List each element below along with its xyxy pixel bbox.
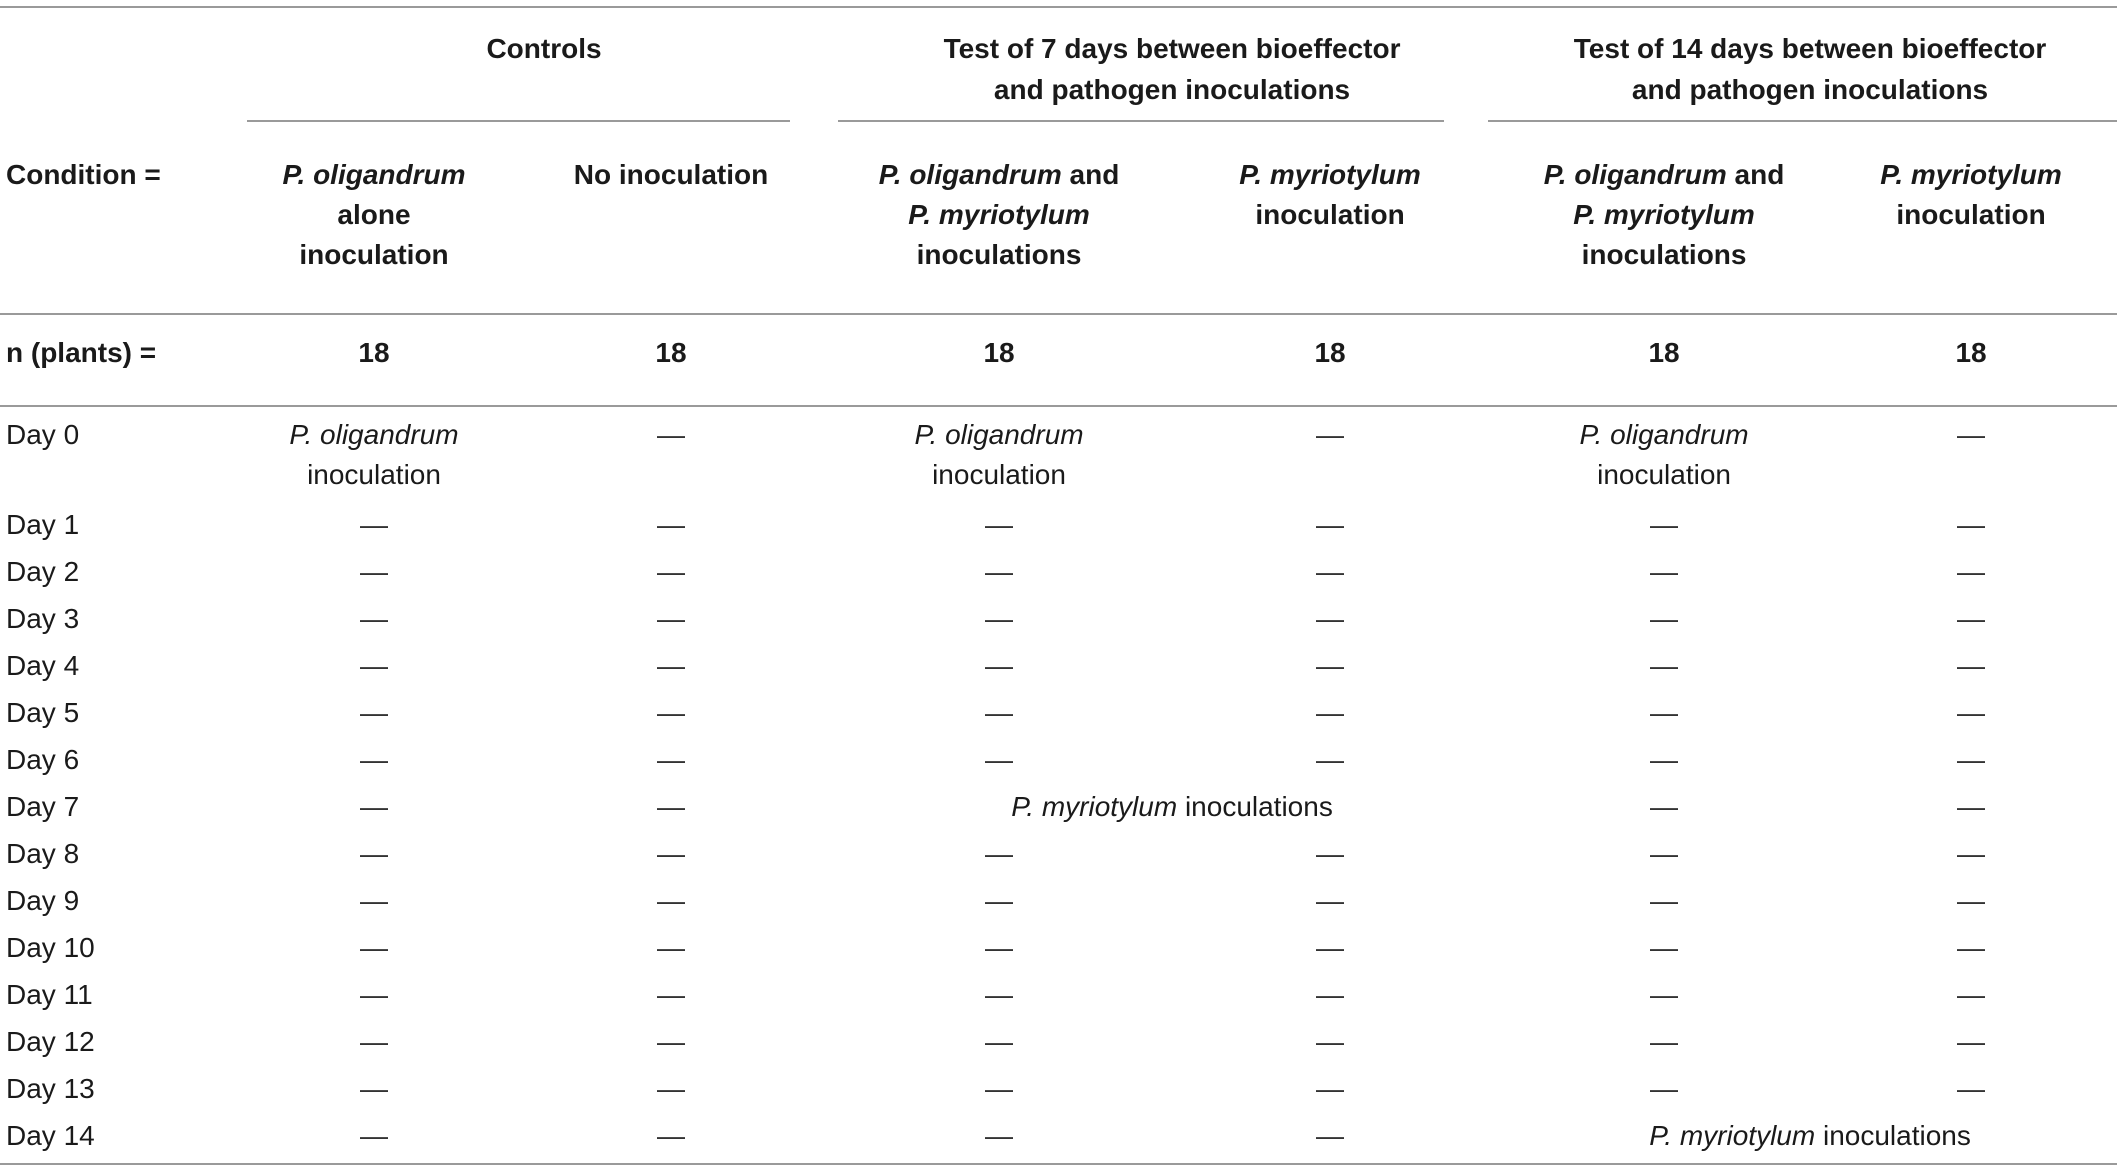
dash-cell — [1825, 693, 2117, 740]
n-plants-value-text: 18 — [983, 337, 1015, 368]
day-row-14 — [0, 1116, 2117, 1164]
day-label — [0, 693, 247, 740]
condition-species-myriotylum: P. myriotylum — [1573, 199, 1755, 230]
dash-cell — [247, 834, 501, 881]
dash-cell — [1157, 552, 1503, 599]
species-oligandrum: P. oligandrum — [1579, 419, 1749, 450]
dash-cell — [247, 1022, 501, 1069]
day-label — [0, 552, 247, 599]
condition-species-oligandrum: P. oligandrum — [1543, 159, 1727, 190]
condition-oligandrum-and-myriotylum-7d — [841, 145, 1157, 314]
day-row-5 — [0, 693, 2117, 740]
condition-myriotylum-14d — [1825, 145, 2117, 314]
condition-myriotylum-7d — [1157, 145, 1503, 314]
dash-mark: — — [1957, 885, 1986, 916]
day-label — [0, 1116, 247, 1164]
species-oligandrum: P. oligandrum — [914, 419, 1084, 450]
dash-cell — [247, 975, 501, 1022]
dash-cell — [1157, 740, 1503, 787]
dash-cell — [1825, 552, 2117, 599]
dash-cell — [1825, 928, 2117, 975]
dash-mark: — — [657, 650, 685, 681]
dash-mark: — — [1650, 885, 1679, 916]
day-label-text: Day 2 — [6, 556, 80, 587]
dash-mark: — — [1957, 509, 1986, 540]
n-plants-value-text: 18 — [1314, 337, 1346, 368]
dash-cell — [1503, 693, 1825, 740]
day-label-text: Day 5 — [6, 697, 80, 728]
dash-mark: — — [1316, 744, 1345, 775]
dash-mark: — — [1957, 1073, 1986, 1104]
day-row-8 — [0, 834, 2117, 881]
day-label — [0, 599, 247, 646]
rule-under-controls — [247, 120, 790, 122]
dash-cell — [501, 693, 841, 740]
dash-mark: — — [1650, 556, 1679, 587]
dash-cell — [1503, 928, 1825, 975]
dash-mark: — — [657, 1073, 685, 1104]
dash-cell — [501, 1069, 841, 1116]
dash-cell — [247, 599, 501, 646]
dash-mark: — — [1650, 697, 1679, 728]
dash-cell — [501, 599, 841, 646]
condition-text: inoculation — [1896, 199, 2046, 230]
dash-mark: — — [1316, 838, 1345, 869]
dash-cell — [841, 928, 1157, 975]
dash-mark: — — [360, 556, 388, 587]
day-label-text: Day 9 — [6, 885, 80, 916]
dash-cell — [501, 499, 841, 552]
dash-cell — [501, 787, 841, 834]
n-plants-value — [1503, 314, 1825, 406]
condition-species-myriotylum: P. myriotylum — [1239, 159, 1421, 190]
dash-cell — [501, 834, 841, 881]
dash-cell — [1503, 1022, 1825, 1069]
dash-mark: — — [1957, 1026, 1986, 1057]
dash-mark: — — [360, 885, 388, 916]
dash-cell — [247, 499, 501, 552]
dash-mark: — — [657, 1026, 685, 1057]
dash-cell — [1157, 928, 1503, 975]
day-row-6 — [0, 740, 2117, 787]
dash-cell — [247, 552, 501, 599]
dash-mark: — — [1650, 650, 1679, 681]
day-label-text: Day 7 — [6, 791, 80, 822]
dash-mark: — — [657, 556, 685, 587]
dash-mark: — — [1957, 791, 1986, 822]
dash-cell — [501, 975, 841, 1022]
dash-cell — [247, 1116, 501, 1164]
condition-text: inoculation — [299, 239, 449, 270]
dash-cell — [1503, 552, 1825, 599]
dash-cell — [1825, 1069, 2117, 1116]
day-label — [0, 1022, 247, 1069]
dash-mark: — — [360, 979, 388, 1010]
dash-cell — [1503, 599, 1825, 646]
dash-cell — [1157, 406, 1503, 499]
group-label-test-14-line1: Test of 14 days between bioeffector — [1573, 33, 2047, 64]
dash-cell — [841, 693, 1157, 740]
blank-corner — [0, 7, 247, 145]
day-label-text: Day 14 — [6, 1120, 95, 1151]
day-label-text: Day 12 — [6, 1026, 95, 1057]
day-label-text: Day 3 — [6, 603, 80, 634]
day-row-7 — [0, 787, 2117, 834]
inoculation-text: inoculation — [1597, 459, 1731, 490]
dash-mark: — — [360, 1120, 388, 1151]
day-row-2 — [0, 552, 2117, 599]
dash-cell — [1157, 1069, 1503, 1116]
condition-label-text: Condition = — [6, 159, 161, 190]
day-row-1 — [0, 499, 2117, 552]
dash-cell — [501, 881, 841, 928]
dash-cell — [841, 1116, 1157, 1164]
condition-text: inoculations — [916, 239, 1082, 270]
dash-cell — [1825, 881, 2117, 928]
dash-mark: — — [1316, 509, 1345, 540]
dash-mark: — — [1650, 1026, 1679, 1057]
n-plants-row — [0, 314, 2117, 406]
condition-oligandrum-alone — [247, 145, 501, 314]
condition-species-oligandrum: P. oligandrum — [878, 159, 1062, 190]
dash-cell — [1503, 834, 1825, 881]
dash-cell — [501, 552, 841, 599]
n-plants-value — [501, 314, 841, 406]
n-plants-value-text: 18 — [358, 337, 390, 368]
condition-text: inoculations — [1581, 239, 1747, 270]
group-label-test-7-line2: and pathogen inoculations — [993, 74, 1351, 105]
dash-mark: — — [1316, 650, 1345, 681]
dash-mark: — — [360, 1026, 388, 1057]
dash-cell — [1825, 975, 2117, 1022]
day-label — [0, 928, 247, 975]
dash-mark: — — [1650, 509, 1679, 540]
day-label — [0, 834, 247, 881]
oligandrum-inoculation-cell — [1503, 406, 1825, 499]
dash-cell — [1503, 787, 1825, 834]
dash-cell — [501, 928, 841, 975]
n-plants-value-text: 18 — [1648, 337, 1680, 368]
day-label — [0, 787, 247, 834]
dash-mark: — — [657, 419, 685, 450]
condition-oligandrum-and-myriotylum-14d — [1503, 145, 1825, 314]
dash-mark: — — [985, 1120, 1014, 1151]
dash-mark: — — [985, 1073, 1014, 1104]
condition-label — [0, 145, 247, 314]
dash-mark: — — [360, 650, 388, 681]
condition-text: inoculation — [1255, 199, 1405, 230]
dash-cell — [1157, 1116, 1503, 1164]
dash-cell — [1825, 740, 2117, 787]
dash-mark: — — [1316, 697, 1345, 728]
dash-cell — [501, 740, 841, 787]
dash-mark: — — [657, 509, 685, 540]
n-plants-value-text: 18 — [655, 337, 687, 368]
dash-cell — [247, 787, 501, 834]
dash-cell — [841, 881, 1157, 928]
inoculation-text: inoculation — [932, 459, 1066, 490]
dash-mark: — — [657, 838, 685, 869]
dash-cell — [1825, 1022, 2117, 1069]
inoculation-schedule-table — [0, 6, 2117, 1165]
day-label — [0, 975, 247, 1022]
n-plants-label — [0, 314, 247, 406]
dash-cell — [247, 646, 501, 693]
dash-cell — [1157, 1022, 1503, 1069]
dash-cell — [501, 406, 841, 499]
n-plants-label-text: n (plants) = — [6, 337, 157, 368]
dash-mark: — — [657, 979, 685, 1010]
rule-under-test-7 — [838, 120, 1444, 122]
dash-cell — [1157, 693, 1503, 740]
dash-mark: — — [1650, 979, 1679, 1010]
rule-under-test-14 — [1488, 120, 2117, 122]
day-row-0 — [0, 406, 2117, 499]
dash-mark: — — [1957, 556, 1986, 587]
species-myriotylum: P. myriotylum — [1649, 1120, 1816, 1151]
day-label — [0, 740, 247, 787]
dash-mark: — — [1316, 932, 1345, 963]
day-label-text: Day 6 — [6, 744, 80, 775]
inoculation-text: inoculation — [307, 459, 441, 490]
day-row-13 — [0, 1069, 2117, 1116]
dash-cell — [841, 740, 1157, 787]
dash-mark: — — [360, 697, 388, 728]
dash-cell — [1157, 975, 1503, 1022]
day-row-10 — [0, 928, 2117, 975]
dash-cell — [247, 881, 501, 928]
day-label-text: Day 0 — [6, 419, 80, 450]
dash-cell — [1157, 834, 1503, 881]
oligandrum-inoculation-cell — [247, 406, 501, 499]
dash-mark: — — [985, 556, 1014, 587]
day-row-3 — [0, 599, 2117, 646]
dash-mark: — — [360, 1073, 388, 1104]
group-label-test-14-line2: and pathogen inoculations — [1631, 74, 1989, 105]
dash-cell — [841, 552, 1157, 599]
day-label — [0, 406, 247, 499]
dash-mark: — — [1957, 697, 1986, 728]
dash-cell — [501, 1022, 841, 1069]
myriotylum-inoculation-cell — [1503, 1116, 2117, 1164]
dash-mark: — — [657, 885, 685, 916]
dash-cell — [1503, 1069, 1825, 1116]
dash-mark: — — [657, 697, 685, 728]
n-plants-value — [1157, 314, 1503, 406]
dash-mark: — — [1957, 603, 1986, 634]
dash-cell — [1157, 646, 1503, 693]
dash-cell — [1157, 599, 1503, 646]
n-plants-value — [841, 314, 1157, 406]
dash-cell — [841, 1022, 1157, 1069]
condition-text: and — [1061, 159, 1120, 190]
condition-text: and — [1726, 159, 1785, 190]
dash-mark: — — [985, 979, 1014, 1010]
group-header-controls — [247, 7, 841, 145]
dash-mark: — — [657, 1120, 685, 1151]
dash-mark: — — [1316, 603, 1345, 634]
dash-cell — [1503, 881, 1825, 928]
dash-mark: — — [1316, 1120, 1345, 1151]
dash-mark: — — [1957, 932, 1986, 963]
dash-cell — [1157, 881, 1503, 928]
dash-mark: — — [1650, 1073, 1679, 1104]
day-row-12 — [0, 1022, 2117, 1069]
condition-text: No inoculation — [573, 159, 769, 190]
group-header-test-14-days — [1503, 7, 2117, 145]
condition-species-myriotylum: P. myriotylum — [908, 199, 1090, 230]
dash-cell — [1825, 787, 2117, 834]
day-label-text: Day 8 — [6, 838, 80, 869]
dash-mark: — — [1316, 1026, 1345, 1057]
dash-mark: — — [360, 932, 388, 963]
dash-mark: — — [1316, 419, 1345, 450]
inoculation-text: inoculations — [1815, 1120, 1971, 1151]
n-plants-value-text: 18 — [1955, 337, 1987, 368]
group-header-row — [0, 7, 2117, 145]
dash-cell — [1503, 499, 1825, 552]
dash-mark: — — [360, 791, 388, 822]
dash-mark: — — [1957, 419, 1986, 450]
dash-mark: — — [1316, 885, 1345, 916]
dash-mark: — — [1650, 932, 1679, 963]
day-label — [0, 1069, 247, 1116]
dash-cell — [247, 928, 501, 975]
dash-mark: — — [1650, 603, 1679, 634]
dash-cell — [1825, 499, 2117, 552]
dash-mark: — — [985, 1026, 1014, 1057]
oligandrum-inoculation-cell — [841, 406, 1157, 499]
dash-cell — [1825, 834, 2117, 881]
day-row-4 — [0, 646, 2117, 693]
day-label — [0, 881, 247, 928]
inoculation-text: inoculations — [1177, 791, 1333, 822]
dash-cell — [1503, 740, 1825, 787]
dash-mark: — — [360, 603, 388, 634]
day-label — [0, 646, 247, 693]
dash-cell — [841, 599, 1157, 646]
dash-cell — [247, 1069, 501, 1116]
condition-row — [0, 145, 2117, 314]
dash-mark: — — [1316, 979, 1345, 1010]
dash-mark: — — [985, 885, 1014, 916]
dash-cell — [247, 740, 501, 787]
day-row-9 — [0, 881, 2117, 928]
dash-mark: — — [985, 603, 1014, 634]
dash-mark: — — [1316, 556, 1345, 587]
day-row-11 — [0, 975, 2117, 1022]
day-label-text: Day 4 — [6, 650, 80, 681]
dash-mark: — — [1957, 979, 1986, 1010]
dash-mark: — — [985, 509, 1014, 540]
species-myriotylum: P. myriotylum — [1011, 791, 1178, 822]
group-label-test-7-line1: Test of 7 days between bioeffector — [943, 33, 1401, 64]
group-label-controls: Controls — [486, 33, 602, 64]
dash-mark: — — [360, 838, 388, 869]
dash-mark: — — [985, 650, 1014, 681]
day-label-text: Day 10 — [6, 932, 95, 963]
n-plants-value — [247, 314, 501, 406]
dash-mark: — — [985, 932, 1014, 963]
dash-cell — [841, 646, 1157, 693]
dash-mark: — — [1650, 791, 1679, 822]
dash-cell — [1825, 646, 2117, 693]
condition-species-oligandrum: P. oligandrum — [282, 159, 466, 190]
dash-mark: — — [657, 932, 685, 963]
dash-cell — [841, 499, 1157, 552]
group-header-test-7-days — [841, 7, 1503, 145]
myriotylum-inoculation-cell — [841, 787, 1503, 834]
dash-cell — [841, 975, 1157, 1022]
dash-cell — [841, 1069, 1157, 1116]
n-plants-value — [1825, 314, 2117, 406]
dash-mark: — — [360, 744, 388, 775]
dash-mark: — — [360, 509, 388, 540]
dash-mark: — — [985, 744, 1014, 775]
dash-cell — [501, 646, 841, 693]
dash-cell — [1503, 646, 1825, 693]
day-label-text: Day 11 — [6, 979, 93, 1010]
dash-mark: — — [657, 744, 685, 775]
dash-cell — [247, 693, 501, 740]
day-label-text: Day 1 — [6, 509, 80, 540]
condition-text: alone — [337, 199, 411, 230]
day-label — [0, 499, 247, 552]
dash-mark: — — [1650, 744, 1679, 775]
dash-cell — [1825, 599, 2117, 646]
species-oligandrum: P. oligandrum — [289, 419, 459, 450]
dash-mark: — — [1650, 838, 1679, 869]
dash-mark: — — [1957, 744, 1986, 775]
dash-mark: — — [1957, 838, 1986, 869]
dash-cell — [1157, 499, 1503, 552]
dash-mark: — — [985, 697, 1014, 728]
day-label-text: Day 13 — [6, 1073, 95, 1104]
condition-no-inoculation — [501, 145, 841, 314]
dash-cell — [841, 834, 1157, 881]
dash-mark: — — [657, 603, 685, 634]
dash-mark: — — [657, 791, 685, 822]
condition-species-myriotylum: P. myriotylum — [1880, 159, 2062, 190]
dash-cell — [1825, 406, 2117, 499]
dash-mark: — — [1316, 1073, 1345, 1104]
dash-cell — [1503, 975, 1825, 1022]
dash-cell — [501, 1116, 841, 1164]
dash-mark: — — [985, 838, 1014, 869]
dash-mark: — — [1957, 650, 1986, 681]
